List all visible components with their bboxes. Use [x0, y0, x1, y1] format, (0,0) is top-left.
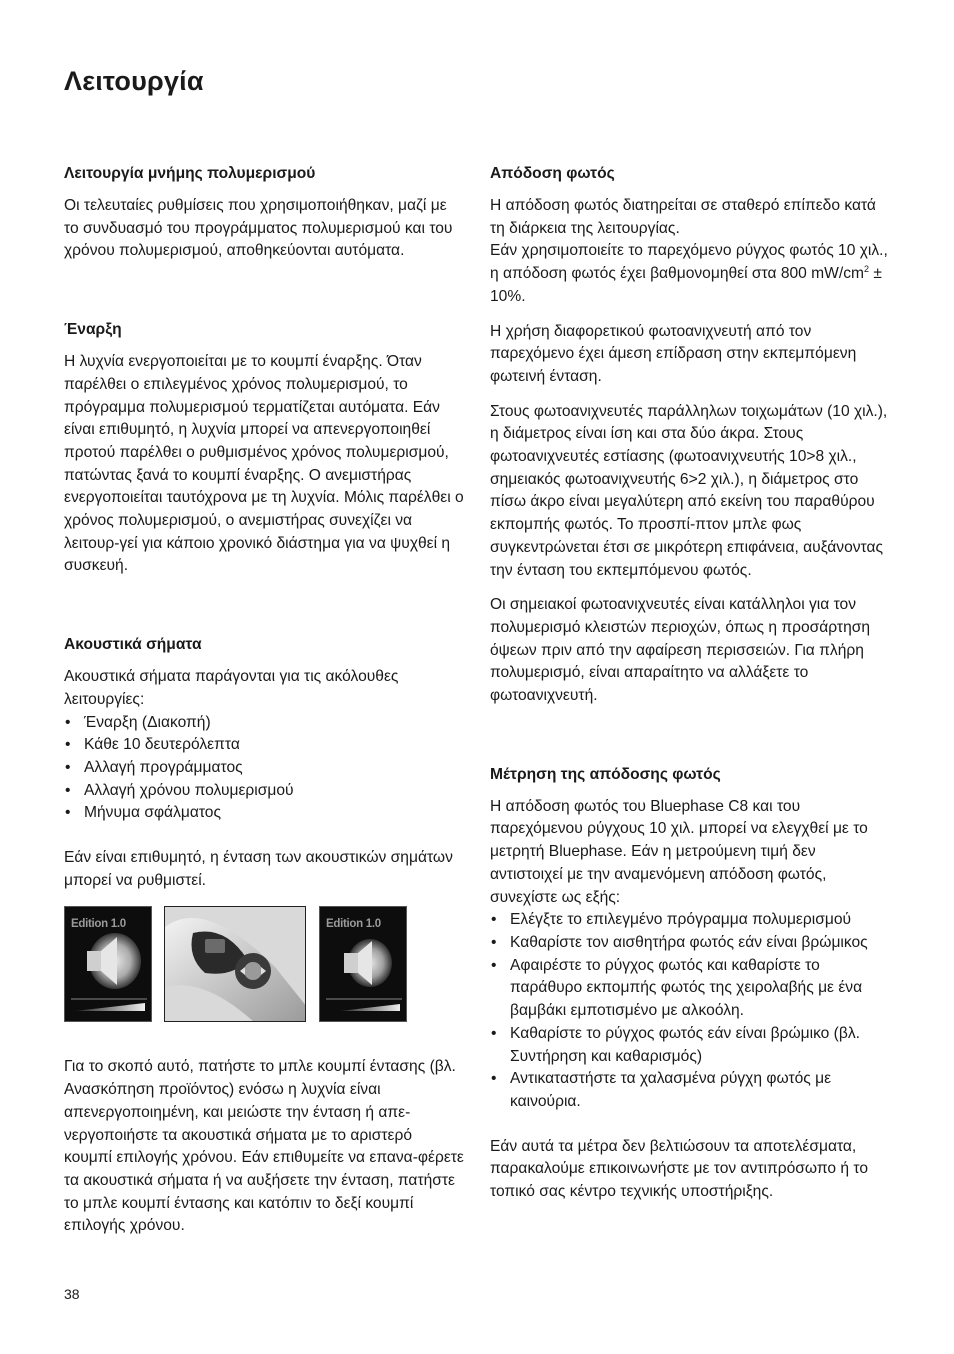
- start-heading: Έναρξη: [64, 321, 122, 339]
- measure-closing: Εάν αυτά τα μέτρα δεν βελτιώσουν τα αποτελέσματα, παρακαλούμε επικοινωνήστε με τον αντιπρόσωπο ή το τοπικό σας κέντρο τεχνικής υποστήριξης.: [490, 1137, 869, 1201]
- measure-heading: Μέτρηση της απόδοσης φωτός: [490, 765, 721, 783]
- output-p1-b: Εάν χρησιμοποιείτε το παρεχόμενο ρύγχος φωτός 10 χιλ., η απόδοση φωτός έχει βαθμονομηθεί στα 800 mW/cm: [490, 242, 888, 283]
- measure-intro: Η απόδοση φωτός του Bluephase C8 και του παρεχόμενου ρύγχους 10 χιλ. μπορεί να ελεγχθεί με το μετρητή Bluephase. Εάν η μετρούμενη τιμή δεν αντιστοιχεί με την αναμενόμενη απόδοση φωτός, συνεχίστε ως εξής:: [490, 797, 868, 906]
- output-heading: Απόδοση φωτός: [490, 165, 615, 182]
- left-column: [64, 163, 464, 1250]
- acoustic-instructions: Για το σκοπό αυτό, πατήστε το μπλε κουμπί έντασης (βλ. Ανασκόπηση προϊόντος) ενόσω η λυχνία είναι απενεργοποιημένη, και μειώστε την ένταση ή απε-νεργοποιήστε τα ακουστικά σήματα με το αριστερό κουμπί επιλογής χρόνου. Εάν επιθυμείτε να επανα-φέρετε τα ακουστικά σήματα ή να αυξήσετε την ένταση, πατήστε το μπλε κουμπί έντασης και κατόπιν το δεξί κουμπί επιλογής χρόνου.: [64, 1058, 464, 1235]
- output-p1-tail: ± 10%.: [490, 265, 882, 305]
- figure-label: Edition 1.0: [326, 918, 381, 931]
- acoustic-intro: Ακουστικά σήματα παράγονται για τις ακόλουθες λειτουργίες:: [64, 668, 399, 708]
- measure-list: [490, 909, 890, 1113]
- list-item: • Καθαρίστε τον αισθητήρα φωτός εάν είναι βρώμικος: [490, 932, 890, 955]
- acoustic-heading: Ακουστικά σήματα: [64, 636, 202, 654]
- page-title: Λειτουργία: [64, 66, 204, 96]
- list-item: • Αφαιρέστε το ρύγχος φωτός και καθαρίστε το παράθυρο εκπομπής φωτός της χειρολαβής με ένα βαμβάκι εμποτισμένο με αλκοόλη.: [490, 955, 890, 1023]
- list-item: • Αλλαγή χρόνου πολυμερισμού: [64, 780, 464, 803]
- right-column: [490, 163, 890, 1216]
- output-p1: [490, 195, 890, 309]
- list-item: • Ελέγξτε το επιλεγμένο πρόγραμμα πολυμερισμού: [490, 909, 890, 932]
- memory-heading: Λειτουργία μνήμης πολυμερισμού: [64, 165, 316, 182]
- list-item: • Αλλαγή προγράμματος: [64, 757, 464, 780]
- display-volume-low-image: [319, 906, 407, 1022]
- start-text: Η λυχνία ενεργοποιείται με το κουμπί έναρξης. Όταν παρέλθει ο επιλεγμένος χρόνος πολυμερισμού, το πρόγραμμα πολυμερισμού τερματίζεται αυτόματα. Εάν είναι επιθυμητό, η λυχνία μπορεί να απενεργοποιηθεί προτού παρέλθει ο ρυθμισμένος χρόνος πολυμερισμού, πατώντας ξανά το κουμπί έναρξης. Ο ανεμιστήρας ενεργοποιείται ταυτόχρονα με τη λυχνία. Μόλις παρέλθει ο χρόνος πολυμερισμού, ο ανεμιστήρας συνεχίζει να λειτουρ-γεί για κάποιο χρονικό διάστημα για να ψυχθεί η συσκευή.: [64, 353, 464, 575]
- list-item: • Μήνυμα σφάλματος: [64, 802, 464, 825]
- list-item: • Καθαρίστε το ρύγχος φωτός εάν είναι βρώμικο (βλ. Συντήρηση και καθαρισμός): [490, 1023, 890, 1068]
- acoustic-list: [64, 712, 464, 826]
- figure-row: [64, 906, 464, 1024]
- handpiece-icon: [165, 907, 306, 1022]
- output-p3: Στους φωτοανιχνευτές παράλληλων τοιχωμάτων (10 χιλ.), η διάμετρος είναι ίση και στα δύο άκρα. Στους φωτοανιχνευτές εστίασης (φωτοανιχνευτής 10>8 χιλ., σημειακός φωτοανιχνευτής 6>2 χιλ.), η διάμετρος στο πίσω άκρο είναι μεγαλύτερη από εκείνη του παραθύρου εκπομπής φωτός. Το προσπί-πτον μπλε φως συγκεντρώνεται έτσι σε μικρότερη επιφάνεια, αυξάνοντας την ένταση του εκπεμπόμενου φωτός.: [490, 402, 888, 579]
- display-volume-high-image: [64, 906, 152, 1022]
- acoustic-volume-text: Εάν είναι επιθυμητό, η ένταση των ακουστικών σημάτων μπορεί να ρυθμιστεί.: [64, 849, 453, 889]
- list-item: • Έναρξη (Διακοπή): [64, 712, 464, 735]
- list-item: • Αντικαταστήστε τα χαλασμένα ρύγχη φωτός με καινούρια.: [490, 1068, 890, 1113]
- handpiece-photo: [164, 906, 306, 1022]
- figure-label: Edition 1.0: [71, 918, 126, 931]
- output-p4: Οι σημειακοί φωτοανιχνευτές είναι κατάλληλοι για τον πολυμερισμό κλειστών περιοχών, όπως η προσάρτηση όψεων πριν από την αφαίρεση περισσειών. Για πλήρη πολυμερισμό, είναι απαραίτητο να αλλάξετε το φωτοανιχνευτή.: [490, 596, 871, 705]
- memory-text: Οι τελευταίες ρυθμίσεις που χρησιμοποιήθηκαν, μαζί με το συνδυασμό του προγράμματος πολυμερισμού και του χρόνου πολυμερισμού, αποθηκεύονται αυτόματα.: [64, 197, 453, 260]
- output-p1-main: Η απόδοση φωτός διατηρείται σε σταθερό επίπεδο κατά τη διάρκεια της λειτουργίας.: [490, 197, 876, 237]
- page-number: 38: [64, 1286, 80, 1302]
- output-p1-sup: 2: [864, 264, 870, 275]
- list-item: • Κάθε 10 δευτερόλεπτα: [64, 734, 464, 757]
- output-p2: Η χρήση διαφορετικού φωτοανιχνευτή από τον παρεχόμενο έχει άμεση επίδραση στην εκπεμπόμενη φωτεινή ένταση.: [490, 322, 857, 385]
